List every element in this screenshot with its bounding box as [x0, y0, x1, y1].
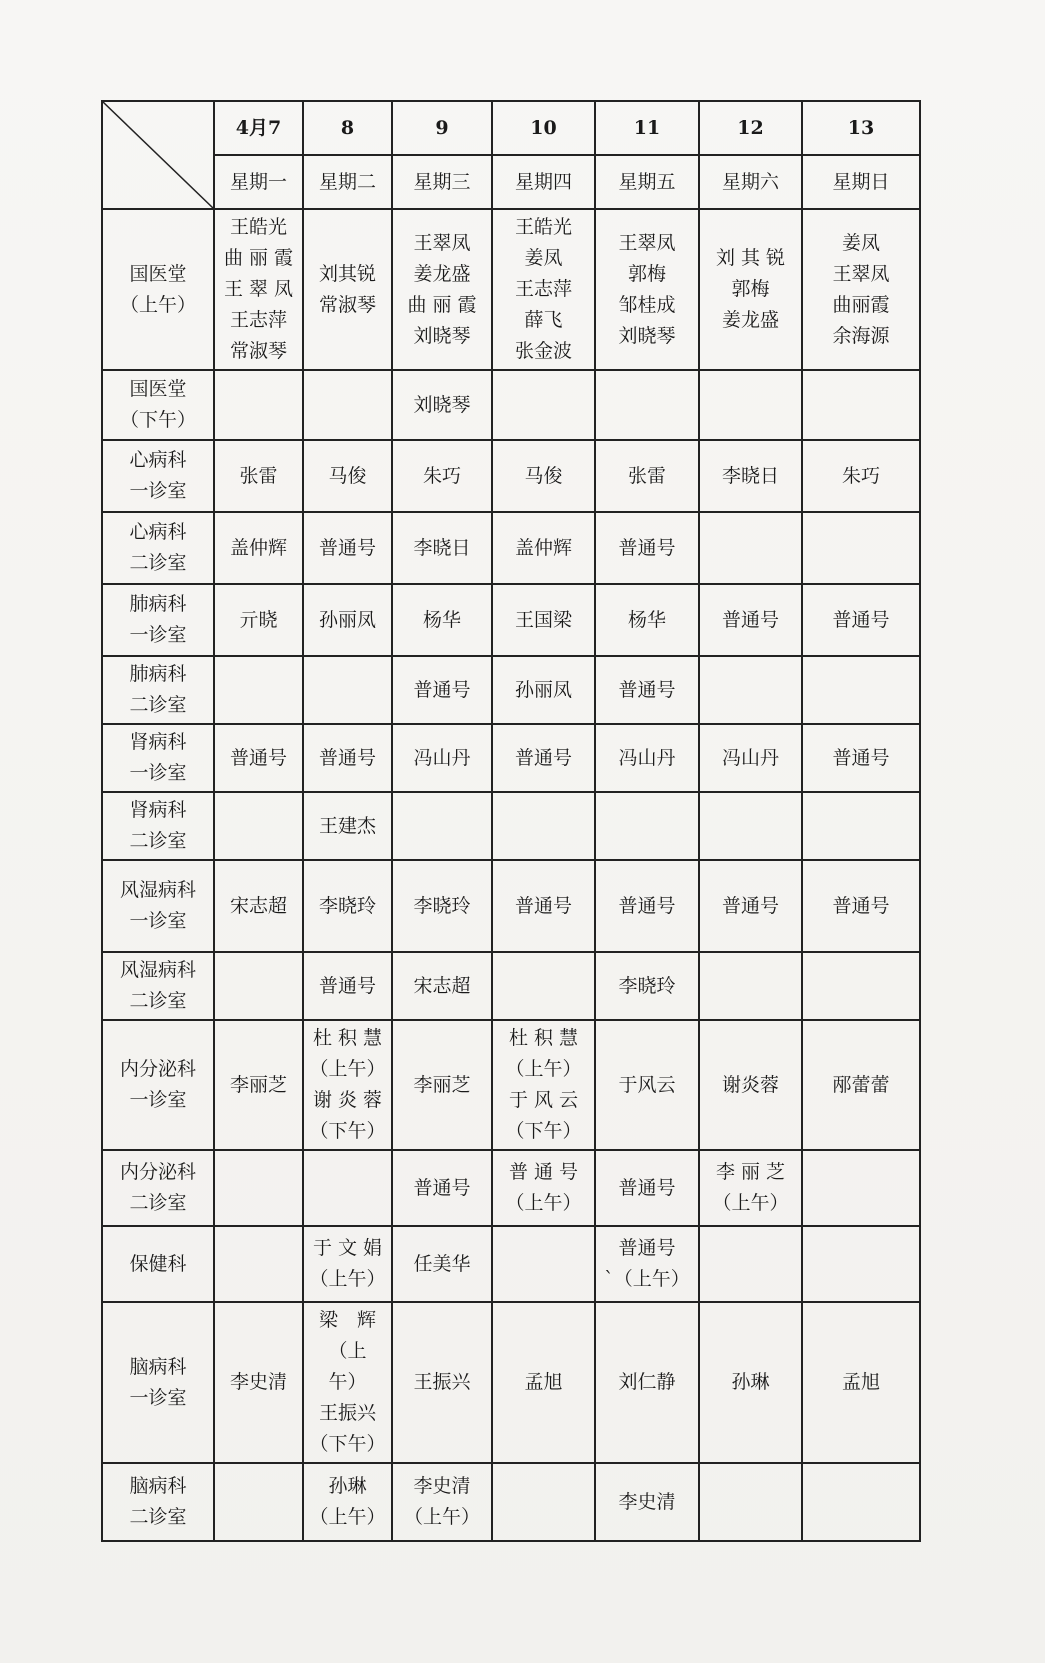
- doctor-names: 宋志超: [413, 974, 471, 997]
- department-label: [102, 792, 214, 860]
- doctor-cell: [214, 1226, 303, 1302]
- doctor-cell: [392, 209, 492, 370]
- doctor-names: 宋志超: [229, 894, 287, 917]
- doctor-cell: [595, 792, 699, 860]
- department-row: [102, 952, 920, 1020]
- doctor-cell: [699, 1020, 802, 1150]
- doctor-names: 普通号: [318, 746, 376, 769]
- doctor-names: 普通号: [514, 894, 572, 917]
- doctor-cell: [595, 1226, 699, 1302]
- date-header: 13: [802, 101, 920, 155]
- doctor-names: 盖仲辉: [229, 536, 287, 559]
- doctor-cell: [392, 1150, 492, 1226]
- department-row: [102, 370, 920, 440]
- doctor-names: 李史清: [229, 1371, 287, 1393]
- department-row: [102, 860, 920, 952]
- department-row: [102, 724, 920, 792]
- doctor-names: 朱巧: [841, 464, 880, 487]
- department-row: [102, 440, 920, 512]
- doctor-names: 普通号 `（上午）: [604, 1237, 690, 1290]
- doctor-names: 李晓日: [413, 536, 471, 559]
- department-label: [102, 1150, 214, 1226]
- doctor-cell: [303, 440, 392, 512]
- doctor-cell: [802, 1226, 920, 1302]
- doctor-cell: [392, 860, 492, 952]
- weekday-header: 星期四: [492, 155, 595, 209]
- department-label: [102, 512, 214, 584]
- doctor-cell: [214, 952, 303, 1020]
- department-name: 风湿病科 一诊室: [119, 879, 196, 932]
- department-name: 国医堂 （下午）: [119, 378, 196, 431]
- doctor-names: 马俊: [328, 464, 367, 487]
- doctor-cell: [392, 724, 492, 792]
- doctor-names: 刘晓琴: [413, 393, 471, 416]
- doctor-cell: [303, 792, 392, 860]
- department-label: [102, 1020, 214, 1150]
- department-name: 内分泌科 二诊室: [119, 1161, 196, 1214]
- date-header: 11: [595, 101, 699, 155]
- doctor-names: 普通号: [832, 608, 890, 631]
- department-name: 脑病科 二诊室: [129, 1475, 187, 1528]
- doctor-cell: [492, 1150, 595, 1226]
- doctor-cell: [699, 1302, 802, 1463]
- doctor-names: 孙琳: [731, 1371, 770, 1393]
- doctor-cell: [392, 1463, 492, 1541]
- doctor-names: 李丽芝: [413, 1073, 471, 1096]
- doctor-cell: [214, 1302, 303, 1463]
- doctor-cell: [214, 1463, 303, 1541]
- doctor-cell: [595, 1463, 699, 1541]
- department-name: 心病科 一诊室: [129, 449, 187, 502]
- doctor-cell: [595, 209, 699, 370]
- doctor-cell: [392, 512, 492, 584]
- department-label: [102, 1463, 214, 1541]
- department-row: [102, 656, 920, 724]
- doctor-cell: [802, 792, 920, 860]
- doctor-names: 李晓玲: [318, 894, 376, 917]
- doctor-cell: [303, 584, 392, 656]
- doctor-cell: [802, 370, 920, 440]
- doctor-cell: [392, 370, 492, 440]
- doctor-cell: [802, 512, 920, 584]
- doctor-cell: [595, 656, 699, 724]
- doctor-names: 梁 辉 （上 午） 王振兴 （下午）: [309, 1309, 386, 1455]
- doctor-names: 杜 积 慧 （上午） 于 风 云 （下午）: [505, 1027, 582, 1142]
- doctor-cell: [595, 860, 699, 952]
- doctor-names: 李史清 （上午）: [403, 1475, 480, 1528]
- doctor-cell: [595, 1020, 699, 1150]
- doctor-cell: [303, 1150, 392, 1226]
- department-label: [102, 370, 214, 440]
- weekday-header: 星期一: [214, 155, 303, 209]
- corner-diagonal-cell: [102, 101, 214, 209]
- doctor-names: 孙丽凤: [514, 678, 572, 701]
- doctor-cell: [303, 860, 392, 952]
- doctor-cell: [303, 724, 392, 792]
- doctor-cell: [492, 209, 595, 370]
- doctor-cell: [214, 512, 303, 584]
- doctor-names: 孙琳 （上午）: [309, 1475, 386, 1528]
- date-header: 12: [699, 101, 802, 155]
- doctor-names: 李 丽 芝 （上午）: [712, 1161, 789, 1214]
- doctor-cell: [595, 440, 699, 512]
- doctor-cell: [392, 792, 492, 860]
- doctor-cell: [595, 1150, 699, 1226]
- doctor-names: 刘其锐 常淑琴: [318, 262, 376, 316]
- doctor-cell: [214, 584, 303, 656]
- date-header: 8: [303, 101, 392, 155]
- department-label: [102, 860, 214, 952]
- doctor-names: 张雷: [627, 464, 666, 487]
- doctor-names: 冯山丹: [721, 746, 779, 769]
- doctor-cell: [303, 656, 392, 724]
- department-row: [102, 1463, 920, 1541]
- doctor-names: 普通号: [618, 678, 676, 701]
- doctor-names: 王皓光 姜凤 王志萍 薛飞 张金波: [514, 216, 572, 362]
- doctor-cell: [214, 370, 303, 440]
- doctor-cell: [802, 1150, 920, 1226]
- doctor-cell: [492, 370, 595, 440]
- doctor-cell: [303, 209, 392, 370]
- doctor-names: 普通号: [514, 746, 572, 769]
- doctor-names: 张雷: [239, 464, 278, 487]
- doctor-cell: [492, 584, 595, 656]
- doctor-cell: [492, 1020, 595, 1150]
- doctor-cell: [214, 656, 303, 724]
- doctor-names: 杜 积 慧 （上午） 谢 炎 蓉 （下午）: [309, 1027, 386, 1142]
- department-name: 肺病科 二诊室: [129, 663, 187, 716]
- doctor-cell: [214, 1020, 303, 1150]
- doctor-cell: [303, 512, 392, 584]
- department-name: 肺病科 一诊室: [129, 593, 187, 646]
- doctor-names: 任美华: [413, 1252, 471, 1275]
- doctor-cell: [699, 1463, 802, 1541]
- doctor-cell: [392, 952, 492, 1020]
- doctor-names: 冯山丹: [618, 746, 676, 769]
- department-row: [102, 1302, 920, 1463]
- date-header: 9: [392, 101, 492, 155]
- doctor-cell: [802, 584, 920, 656]
- department-row: [102, 1226, 920, 1302]
- doctor-cell: [699, 1226, 802, 1302]
- doctor-cell: [802, 860, 920, 952]
- doctor-names: 刘 其 锐 郭梅 姜龙盛: [715, 247, 786, 331]
- doctor-cell: [699, 209, 802, 370]
- doctor-cell: [595, 724, 699, 792]
- doctor-cell: [699, 370, 802, 440]
- department-name: 肾病科 二诊室: [129, 799, 187, 852]
- doctor-names: 孙丽凤: [318, 608, 376, 631]
- doctor-names: 于风云: [618, 1073, 676, 1096]
- doctor-cell: [595, 584, 699, 656]
- doctor-cell: [303, 1226, 392, 1302]
- doctor-names: 冯山丹: [413, 746, 471, 769]
- doctor-cell: [392, 584, 492, 656]
- department-label: [102, 209, 214, 370]
- doctor-cell: [802, 1463, 920, 1541]
- date-header-row: [102, 101, 920, 155]
- doctor-names: 普 通 号 （上午）: [505, 1161, 582, 1214]
- department-row: [102, 512, 920, 584]
- doctor-names: 王皓光 曲 丽 霞 王 翠 凤 王志萍 常淑琴: [223, 216, 294, 362]
- doctor-cell: [303, 1302, 392, 1463]
- diagonal-line: [103, 102, 213, 208]
- doctor-names: 普通号: [318, 974, 376, 997]
- doctor-cell: [492, 724, 595, 792]
- department-label: [102, 584, 214, 656]
- doctor-names: 李丽芝: [229, 1073, 287, 1096]
- department-row: [102, 209, 920, 370]
- doctor-names: 杨华: [422, 608, 461, 631]
- doctor-cell: [214, 440, 303, 512]
- doctor-names: 普通号: [413, 678, 471, 701]
- weekday-header: 星期日: [802, 155, 920, 209]
- doctor-names: 李晓日: [721, 464, 779, 487]
- department-name: 内分泌科 一诊室: [119, 1058, 196, 1111]
- doctor-cell: [392, 656, 492, 724]
- doctor-names: 普通号: [721, 894, 779, 917]
- doctor-names: 谢炎蓉: [721, 1073, 779, 1096]
- weekday-header: 星期三: [392, 155, 492, 209]
- doctor-names: 亓晓: [239, 608, 278, 631]
- doctor-cell: [303, 1463, 392, 1541]
- doctor-cell: [699, 1150, 802, 1226]
- department-row: [102, 1020, 920, 1150]
- doctor-names: 李史清: [618, 1490, 676, 1513]
- doctor-cell: [492, 792, 595, 860]
- date-header: 10: [492, 101, 595, 155]
- doctor-names: 马俊: [524, 464, 563, 487]
- department-name: 心病科 二诊室: [129, 521, 187, 574]
- doctor-cell: [214, 860, 303, 952]
- doctor-names: 普通号: [229, 746, 287, 769]
- doctor-names: 盖仲辉: [514, 536, 572, 559]
- date-header: 4月7: [214, 101, 303, 155]
- department-label: [102, 952, 214, 1020]
- doctor-names: 孟旭: [841, 1371, 880, 1393]
- doctor-cell: [595, 1302, 699, 1463]
- department-label: [102, 1226, 214, 1302]
- doctor-cell: [214, 209, 303, 370]
- doctor-cell: [802, 1020, 920, 1150]
- weekday-header: 星期五: [595, 155, 699, 209]
- doctor-cell: [214, 724, 303, 792]
- doctor-cell: [492, 1302, 595, 1463]
- department-row: [102, 584, 920, 656]
- doctor-names: 普通号: [618, 536, 676, 559]
- doctor-cell: [214, 1150, 303, 1226]
- doctor-cell: [392, 1226, 492, 1302]
- doctor-names: 李晓玲: [413, 894, 471, 917]
- doctor-cell: [699, 724, 802, 792]
- weekday-header-row: [102, 155, 920, 209]
- doctor-cell: [492, 1226, 595, 1302]
- doctor-names: 孟旭: [524, 1371, 563, 1393]
- department-name: 保健科: [129, 1252, 187, 1275]
- department-label: [102, 656, 214, 724]
- doctor-names: 邴蕾蕾: [832, 1073, 890, 1096]
- doctor-names: 王建杰: [318, 814, 376, 837]
- clinic-schedule-table: [101, 100, 921, 1542]
- doctor-names: 普通号: [618, 1176, 676, 1199]
- doctor-names: 姜凤 王翠凤 曲丽霞 余海源: [832, 231, 890, 347]
- department-label: [102, 1302, 214, 1463]
- doctor-names: 李晓玲: [618, 974, 676, 997]
- doctor-names: 王翠凤 姜龙盛 曲 丽 霞 刘晓琴: [407, 231, 477, 347]
- doctor-cell: [802, 209, 920, 370]
- doctor-cell: [802, 952, 920, 1020]
- department-name: 风湿病科 二诊室: [119, 959, 196, 1012]
- doctor-cell: [303, 1020, 392, 1150]
- doctor-names: 王国梁: [514, 608, 572, 631]
- doctor-cell: [392, 1020, 492, 1150]
- doctor-names: 普通号: [618, 894, 676, 917]
- department-row: [102, 792, 920, 860]
- doctor-cell: [699, 512, 802, 584]
- department-row: [102, 1150, 920, 1226]
- doctor-cell: [492, 512, 595, 584]
- doctor-cell: [595, 370, 699, 440]
- doctor-cell: [699, 952, 802, 1020]
- doctor-cell: [699, 440, 802, 512]
- doctor-cell: [392, 1302, 492, 1463]
- doctor-cell: [492, 952, 595, 1020]
- department-name: 国医堂 （上午）: [119, 262, 196, 316]
- doctor-cell: [303, 952, 392, 1020]
- doctor-cell: [214, 792, 303, 860]
- department-label: [102, 440, 214, 512]
- doctor-cell: [802, 724, 920, 792]
- doctor-names: 普通号: [318, 536, 376, 559]
- doctor-names: 朱巧: [422, 464, 461, 487]
- doctor-cell: [492, 440, 595, 512]
- doctor-cell: [699, 860, 802, 952]
- doctor-names: 于 文 娟 （上午）: [309, 1237, 386, 1290]
- doctor-cell: [802, 1302, 920, 1463]
- doctor-cell: [699, 792, 802, 860]
- doctor-names: 普通号: [413, 1176, 471, 1199]
- doctor-names: 刘仁静: [618, 1371, 676, 1393]
- doctor-cell: [595, 952, 699, 1020]
- doctor-cell: [595, 512, 699, 584]
- doctor-cell: [392, 440, 492, 512]
- department-label: [102, 724, 214, 792]
- doctor-names: 王翠凤 郭梅 邹桂成 刘晓琴: [618, 231, 676, 347]
- doctor-cell: [699, 584, 802, 656]
- doctor-cell: [303, 370, 392, 440]
- doctor-names: 普通号: [832, 894, 890, 917]
- doctor-names: 普通号: [721, 608, 779, 631]
- department-name: 肾病科 一诊室: [129, 731, 187, 784]
- weekday-header: 星期六: [699, 155, 802, 209]
- doctor-cell: [492, 860, 595, 952]
- department-name: 脑病科 一诊室: [129, 1355, 187, 1409]
- doctor-cell: [802, 656, 920, 724]
- doctor-names: 普通号: [832, 746, 890, 769]
- doctor-cell: [802, 440, 920, 512]
- doctor-names: 王振兴: [413, 1371, 471, 1393]
- doctor-cell: [492, 656, 595, 724]
- doctor-names: 杨华: [627, 608, 666, 631]
- doctor-cell: [492, 1463, 595, 1541]
- doctor-cell: [699, 656, 802, 724]
- weekday-header: 星期二: [303, 155, 392, 209]
